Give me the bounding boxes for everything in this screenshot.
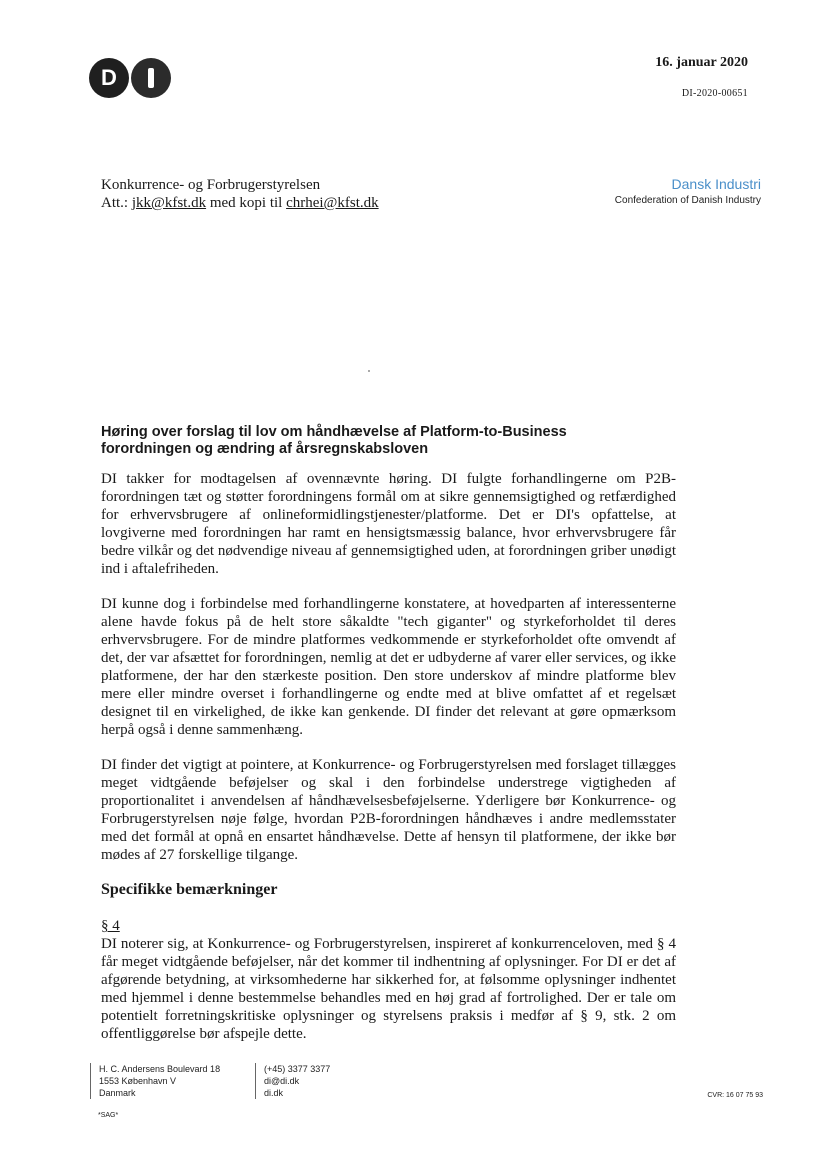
- recipient-att-line: [101, 194, 379, 212]
- recipient-block: [101, 176, 379, 212]
- email-link-jkk[interactable]: jkk@kfst.dk: [131, 195, 207, 211]
- subject-line-1: Høring over forslag til lov om håndhævelse af Platform-to-Business: [101, 424, 567, 440]
- footer-address: [90, 1063, 220, 1099]
- letter-date: 16. januar 2020: [655, 55, 748, 70]
- paragraph-4: DI noterer sig, at Konkurrence- og Forbrugerstyrelsen, inspireret af konkurrenceloven, med § 4 får meget vidtgående beføjelser, når det kommer til indhentning af oplysninger. For DI er det af afgørende betydning, at virksomhederne har sikkerhed for, at følsomme oplysninger indhentet med hjemmel i denne bestemmelse behandles med en høj grad af fortrolighed. Der er tale om potentielt forretningskritiske oplysninger og styrelsens praksis i medfør af § 9, stk. 2 om offentliggørelse bør afspejle dette.: [101, 936, 676, 1042]
- footer-address-line-1: H. C. Andersens Boulevard 18: [99, 1064, 221, 1074]
- reference-number: DI-2020-00651: [681, 88, 748, 99]
- email-link-chrhei[interactable]: chrhei@kfst.dk: [286, 195, 379, 211]
- paragraph-3: DI finder det vigtigt at pointere, at Konkurrence- og Forbrugerstyrelsen med forslaget tillægges meget vidtgående beføjelser og skal i den forbindelse understrege vigtigheden af proportionalitet i anvendelsen af håndhævelsesbeføjelserne. Yderligere bør Konkurrence- og Forbrugerstyrelsen nøje følge, hvordan P2B-forordningen håndhæves i andre medlemsstater med det formål at opnå en ensartet håndhævelse. Dette af hensyn til platformene, der ikke bør mødes af 27 forskellige tilgange.: [101, 757, 676, 863]
- logo-d-circle: D: [89, 58, 129, 98]
- logo-i-circle: [131, 58, 171, 98]
- logo-i-glyph: [148, 68, 154, 88]
- footer-address-line-2: 1553 København V: [99, 1076, 177, 1086]
- brand-subtitle: Confederation of Danish Industry: [614, 195, 761, 206]
- subject-title: [101, 424, 721, 458]
- paragraph-2: DI kunne dog i forbindelse med forhandlingerne konstatere, at hovedparten af interessenterne alene havde fokus på de helt store såkaldte "tech giganter" og styrkeforholdet til deres erhvervsbrugere. For de mindre platformes vedkommende er styrkeforholdet ofte omvendt af det, der var afsættet for forordningen, nemlig at det er udbyderne af varer eller services, og ikke platformene, der har den stærkeste position. Den store underskov af mindre platforme blev mere eller mindre overset i forhandlingerne og endte med at blive omfattet af et regelsæt designet til en virkelighed, de ikke kan genkende. DI finder det relevant at gøre opmærksom herpå også i denne sammenhæng.: [101, 596, 676, 738]
- paragraph-1: DI takker for modtagelsen af ovennævnte høring. DI fulgte forhandlingerne om P2B-forordningen tæt og støtter forordningens formål om at sikre gennemsigtighed og retfærdighed for erhvervsbrugere af onlineformidlingstjenester/platforme. Det er DI's opfattelse, at lovgiverne med forordningen har ramt en hensigtsmæssig balance, hvor erhvervsbrugere får bedre vilkår og det nødvendige niveau af gennemsigtighed uden, at forordningen griber unødigt ind i aftalefriheden.: [101, 471, 676, 577]
- brand-block: [615, 176, 761, 206]
- recipient-name: Konkurrence- og Forbrugerstyrelsen: [101, 177, 321, 193]
- footer-phone: (+45) 3377 3377: [264, 1064, 331, 1074]
- di-logo: [89, 58, 171, 98]
- footer-cvr: CVR: 16 07 75 93: [707, 1092, 763, 1099]
- subject-line-2: forordningen og ændring af årsregnskabsloven: [101, 441, 429, 457]
- footer-contact: [255, 1063, 330, 1099]
- footer-sag: *SAG*: [98, 1112, 119, 1119]
- footer-address-line-3: Danmark: [99, 1088, 136, 1098]
- stray-dot: [368, 370, 370, 372]
- att-middle: med kopi til: [206, 195, 287, 211]
- section-label: § 4: [101, 918, 120, 934]
- brand-name: Dansk Industri: [671, 176, 761, 192]
- section-heading: Specifikke bemærkninger: [101, 881, 278, 898]
- att-prefix: Att.:: [101, 195, 132, 211]
- footer-email[interactable]: di@di.dk: [264, 1076, 300, 1086]
- footer-web[interactable]: di.dk: [264, 1088, 284, 1098]
- letter-body: [101, 470, 676, 1060]
